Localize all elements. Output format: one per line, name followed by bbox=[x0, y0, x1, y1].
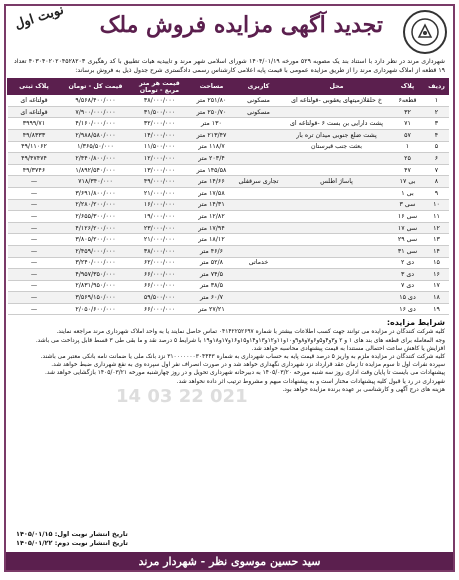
condition-item: سپرده نفرات اول تا سوم مزایده تا زمان عقد قرارداد نزد شهرداری نگهداری خواهد شد و در صورت انصراف نفر اول سپرده وی به نفع شهرداری ضبط خواهد شد. bbox=[51, 362, 445, 369]
table-cell: ۵ bbox=[425, 141, 449, 153]
table-row bbox=[8, 95, 449, 107]
table-cell bbox=[283, 280, 391, 292]
table-cell: ۲۵۰/۷۰ متر bbox=[189, 106, 235, 118]
table-cell: ۲/۴۵۹/۰۰۰/۰۰۰ bbox=[61, 245, 131, 257]
table-cell: قطعه۶ bbox=[391, 95, 425, 107]
table-cell: ۲/۶۵۵/۳۰۰/۰۰۰ bbox=[61, 211, 131, 223]
table-cell: ۷/۹۰۰/۰۰۰/۰۰۰ bbox=[61, 106, 131, 118]
table-cell: ۶۲/۰۰۰/۰۰۰ bbox=[131, 257, 189, 269]
table-cell: ۲۳/۰۰۰/۰۰۰ bbox=[131, 222, 189, 234]
table-cell: مسکونی bbox=[235, 106, 283, 118]
signature-footer: سید حسین موسوی نظر - شهردار مرند bbox=[6, 552, 453, 570]
table-cell: ۱۲/۸۲ متر bbox=[189, 211, 235, 223]
table-cell: ۱۱ bbox=[425, 211, 449, 223]
column-header: پلاک bbox=[391, 79, 425, 95]
table-cell bbox=[235, 164, 283, 176]
table-cell: ۱۶ bbox=[425, 269, 449, 281]
table-cell: ۱۱۸/۷ متر bbox=[189, 141, 235, 153]
table-cell: ۴۹/۱۱۰۶۲ bbox=[8, 141, 61, 153]
table-cell: — bbox=[8, 245, 61, 257]
table-cell bbox=[283, 257, 391, 269]
table-row bbox=[8, 153, 449, 165]
table-cell: ۲۷/۲۱ متر bbox=[189, 303, 235, 315]
table-cell bbox=[283, 234, 391, 246]
table-cell bbox=[283, 187, 391, 199]
table-cell: قولتاغه ای bbox=[8, 95, 61, 107]
table-row bbox=[8, 106, 449, 118]
table-cell: دی ۱۶ bbox=[391, 303, 425, 315]
table-cell: ۵۲/۸ متر bbox=[189, 257, 235, 269]
table-cell bbox=[235, 129, 283, 141]
table-cell bbox=[235, 245, 283, 257]
column-header: مساحت bbox=[189, 79, 235, 95]
table-row bbox=[8, 164, 449, 176]
condition-item: افزایش یا کاهش ساعت احتمالی مستندا به قیمت پیشنهادی محاسبه خواهد شد. bbox=[251, 345, 445, 352]
table-cell bbox=[235, 211, 283, 223]
publish-date-second: تاریخ انتشار نوبت دوم: ۱۴۰۵/۰۱/۲۲ bbox=[16, 539, 128, 547]
condition-item: کلیه شرکت کنندگان در مزایده می توانند جهت کسب اطلاعات بیشتر با شماره ۰۴۱۴۲۲۵۲۶۹۷ تماس حاصل نمایند یا به واحد املاک شهرداری مرند مراجعه نمایند. bbox=[56, 329, 445, 336]
table-cell: سی ۱۷ bbox=[391, 222, 425, 234]
table-cell: ۷۴/۵ متر bbox=[189, 269, 235, 281]
table-cell bbox=[283, 292, 391, 304]
table-cell: — bbox=[8, 211, 61, 223]
table-cell bbox=[283, 199, 391, 211]
table-row bbox=[8, 269, 449, 281]
table-cell: ۵۷ bbox=[391, 129, 425, 141]
table-row bbox=[8, 280, 449, 292]
table-cell: ۴/۹۵۷/۳۵۰/۰۰۰ bbox=[61, 269, 131, 281]
table-cell: سی ۳۱ bbox=[391, 245, 425, 257]
table-cell: ۱۲ bbox=[425, 222, 449, 234]
table-row bbox=[8, 245, 449, 257]
table-cell bbox=[235, 141, 283, 153]
table-cell: ۲/۰۵۰/۶۰۰/۰۰۰ bbox=[61, 303, 131, 315]
table-cell: ۱/۳۶۵/۵۰/۰۰۰ bbox=[61, 141, 131, 153]
table-cell: ۵۹/۵۰۰/۰۰۰ bbox=[131, 292, 189, 304]
table-cell: ۴/۱۶۰/۰۰۰/۰۰۰ bbox=[61, 118, 131, 130]
table-body bbox=[8, 95, 449, 315]
table-cell: سی ۱۶ bbox=[391, 211, 425, 223]
table-cell: ۱۴/۶۶ متر bbox=[189, 176, 235, 188]
table-cell: ۱۸ bbox=[425, 292, 449, 304]
round-label: نوبت اول bbox=[12, 2, 66, 33]
table-cell: پشت دارایی بن بست ۶ -قولتاغه ای bbox=[283, 118, 391, 130]
table-cell: ۲۵ bbox=[391, 153, 425, 165]
table-cell: خ حلقلازمیتهای یعقوبی -قولتاغه ای bbox=[283, 95, 391, 107]
table-cell: — bbox=[8, 176, 61, 188]
table-cell: — bbox=[8, 257, 61, 269]
table-cell: ۳/۵۶۹/۱۵۰/۰۰۰ bbox=[61, 292, 131, 304]
table-cell: ۷۱ bbox=[391, 118, 425, 130]
conditions-title: شرایط مزایده: bbox=[386, 318, 445, 328]
table-cell: ۱۷/۹۴ متر bbox=[189, 222, 235, 234]
table-cell: ۲۱/۰۰۰/۰۰۰ bbox=[131, 234, 189, 246]
table-cell: دی ۳ bbox=[391, 269, 425, 281]
table-cell: ۲ bbox=[425, 106, 449, 118]
table-cell: پاساژ اطلس bbox=[283, 176, 391, 188]
table-cell: ۱۹ bbox=[425, 303, 449, 315]
table-cell: ۷۱۸/۳۴۰/۰۰۰ bbox=[61, 176, 131, 188]
table-cell: مسکونی bbox=[235, 95, 283, 107]
table-cell: ۱۴/۰۰۰/۰۰۰ bbox=[131, 129, 189, 141]
table-cell: — bbox=[8, 187, 61, 199]
table-cell: ۹/۵۶۸/۴۰۰/۰۰۰ bbox=[61, 95, 131, 107]
table-cell: بعثت جنب قبرستان bbox=[283, 141, 391, 153]
page-title: تجدید آگهی مزایده فروش ملک bbox=[99, 12, 383, 38]
table-cell: ۳۹۹۹/۷۱ bbox=[8, 118, 61, 130]
table-cell: ۴۹/۸۳۳۳ bbox=[8, 129, 61, 141]
table-row bbox=[8, 118, 449, 130]
table-row bbox=[8, 199, 449, 211]
intro-text: شهرداری مرند در نظر دارد با استناد بند یک مصوبه ۵۲۹ مورخه ۱۴۰۴/۰۱/۱۹ شورای اسلامی شهر مرند و تاییدیه هیات تطبیق با کد رهگیری ۴۰۳۰۴۰۲۰۲۰۴۵۲۸۲۰۳ تعداد ۱۹ قطعه از املاک شهرداری مرند را از طریق مزایده عمومی با قیمت پایه اعلامی کارشناس رسمی دادگستری شرح جدول ذیل به فروش برساند: bbox=[14, 58, 445, 74]
table-cell: ۱۳ bbox=[425, 234, 449, 246]
table-cell: ۳ bbox=[425, 118, 449, 130]
condition-item: هزینه های درج آگهی و کارشناسی بر عهده برنده مزایده خواهد بود. bbox=[282, 386, 445, 393]
table-cell: ۳۲/۰۰۰/۰۰۰ bbox=[131, 118, 189, 130]
table-cell: ۲/۴۴۰/۸۰۰/۰۰۰ bbox=[61, 153, 131, 165]
table-cell: — bbox=[8, 280, 61, 292]
table-row bbox=[8, 129, 449, 141]
table-row bbox=[8, 211, 449, 223]
table-cell: ۳۸/۰۰۰/۰۰۰ bbox=[131, 95, 189, 107]
publish-date-first: تاریخ انتشار نوبت اول: ۱۴۰۵/۰۱/۱۵ bbox=[16, 530, 128, 538]
table-cell: ۴۶/۶ متر bbox=[189, 245, 235, 257]
table-cell bbox=[235, 303, 283, 315]
watermark: 021 22 03 14 bbox=[116, 386, 248, 407]
table-cell: پشت ضلع جنوبی میدان تره بار bbox=[283, 129, 391, 141]
column-header: قیمت هر متر مربع - تومان bbox=[131, 79, 189, 95]
table-cell: ۱ bbox=[425, 95, 449, 107]
table-cell: ۳/۸۰۵/۲۰۰/۰۰۰ bbox=[61, 234, 131, 246]
table-cell: ۱۹/۰۰۰/۰۰۰ bbox=[131, 211, 189, 223]
publish-dates bbox=[16, 530, 128, 548]
table-cell: ۳/۶۹۱/۸۰۰/۰۰۰ bbox=[61, 187, 131, 199]
auction-notice-page bbox=[4, 4, 455, 572]
condition-item: وجه المعامله برای قطعه های بند های ۱ و ۲ و۳و۴و۵و۶و۷و۸و۹و۱۰و۱۱و۱۲و۱۳و۱۴و۱۵و۱۶و۱۷و۱۸و۱۹ با شرایط ۵ درصد نقد و ما بقی طی ۳ قسط قابل پرداخت می باشد. bbox=[35, 337, 445, 344]
properties-table bbox=[7, 78, 449, 315]
condition-item: کلیه شرکت کنندگان در مزایده ملزم به واریز ۵ درصد قیمت پایه به حساب شهرداری به شماره ۳۱۰۰۰۰۰۰۰۳۰۴۴۴۳ نزد بانک ملی یا ضمانت نامه بانکی معتبر می باشند. bbox=[40, 354, 445, 361]
table-cell bbox=[235, 118, 283, 130]
table-row bbox=[8, 176, 449, 188]
table-cell bbox=[235, 153, 283, 165]
table-cell: ۴/۱۲۶/۲۰۰/۰۰۰ bbox=[61, 222, 131, 234]
table-cell: ۷ bbox=[425, 164, 449, 176]
table-row bbox=[8, 292, 449, 304]
column-header: محل bbox=[283, 79, 391, 95]
table-cell bbox=[283, 269, 391, 281]
table-cell: ۲/۸۳۱/۹۵۰/۰۰۰ bbox=[61, 280, 131, 292]
table-cell: ۱۸/۱۲ متر bbox=[189, 234, 235, 246]
table-cell: ۹ bbox=[425, 187, 449, 199]
table-cell: — bbox=[8, 234, 61, 246]
table-cell: ۶۰/۷ متر bbox=[189, 292, 235, 304]
table-row bbox=[8, 141, 449, 153]
table-cell: ۱/۸۹۲/۵۴۰/۰۰۰ bbox=[61, 164, 131, 176]
table-cell bbox=[283, 211, 391, 223]
table-cell: ۲۵۱/۸۰ متر bbox=[189, 95, 235, 107]
table-cell: خدماتی bbox=[235, 257, 283, 269]
table-cell: ۶۶/۰۰۰/۰۰۰ bbox=[131, 280, 189, 292]
table-cell bbox=[283, 153, 391, 165]
condition-item: پیشنهادات می بایست تا پایان وقت اداری روز سه شنبه مورخه ۱۴۰۵/۰۳/۲۰ به دبیرخانه شهرداری تحویل و در روز چهارشنبه مورخه ۱۴۰۵/۰۳/۲۱ بازگشایی خواهد شد. bbox=[45, 370, 445, 377]
table-row bbox=[8, 187, 449, 199]
table-cell: — bbox=[8, 303, 61, 315]
table-header-row bbox=[8, 79, 449, 95]
table-row bbox=[8, 257, 449, 269]
table-cell: ۱۰ bbox=[425, 199, 449, 211]
table-cell: — bbox=[8, 199, 61, 211]
table-cell: ۲/۲۸۰/۲۰۰/۰۰۰ bbox=[61, 199, 131, 211]
table-cell: ۴ bbox=[425, 129, 449, 141]
table-cell bbox=[235, 199, 283, 211]
table-cell: دی ۷ bbox=[391, 280, 425, 292]
table-cell: سی ۲۹ bbox=[391, 234, 425, 246]
column-header: کاربری bbox=[235, 79, 283, 95]
table-cell: ۱ bbox=[391, 141, 425, 153]
conditions-list bbox=[6, 328, 453, 394]
table-cell: ۳۸/۰۰۰/۰۰۰ bbox=[131, 245, 189, 257]
condition-item: شهرداری در رد یا قبول کلیه پیشنهادات مختار است و به پیشنهادات مبهم و مشروط ترتیب اثر داده نخواهد شد. bbox=[176, 378, 445, 385]
table-cell bbox=[283, 164, 391, 176]
table-cell: ۴۹/۰۰۰/۰۰۰ bbox=[131, 176, 189, 188]
table-cell bbox=[235, 187, 283, 199]
table-cell: بی ۱۷ bbox=[391, 176, 425, 188]
table-cell bbox=[235, 280, 283, 292]
table-cell: بی ۱ bbox=[391, 187, 425, 199]
table-cell: ۸ bbox=[425, 176, 449, 188]
table-cell: ۱۶/۰۰۰/۰۰۰ bbox=[131, 199, 189, 211]
table-cell: ۳۸/۵ متر bbox=[189, 280, 235, 292]
table-cell: ۳۱/۵۰۰/۰۰۰ bbox=[131, 106, 189, 118]
column-header: ردیف bbox=[425, 79, 449, 95]
table-cell bbox=[235, 222, 283, 234]
header bbox=[6, 2, 453, 64]
table-cell bbox=[283, 222, 391, 234]
table-cell: ۳/۲۴۰/۰۰۰/۰۰۰ bbox=[61, 257, 131, 269]
table-cell: ۲/۹۸۸/۵۸۰/۰۰۰ bbox=[61, 129, 131, 141]
table-cell: ۱۳۰ متر bbox=[189, 118, 235, 130]
table-cell: ۱۵ bbox=[425, 257, 449, 269]
table-cell: ۲۱/۰۰۰/۰۰۰ bbox=[131, 187, 189, 199]
table-cell: ۱۴/۳۱ متر bbox=[189, 199, 235, 211]
table-row bbox=[8, 303, 449, 315]
table-cell: ۱۴۵/۵۸ متر bbox=[189, 164, 235, 176]
table-cell: ۴۹/۳۷۴۶ bbox=[8, 164, 61, 176]
table-cell: دی ۲ bbox=[391, 257, 425, 269]
table-cell: ۴۷ bbox=[391, 164, 425, 176]
table-cell: ۲۱۳/۴۷ متر bbox=[189, 129, 235, 141]
table-cell: سی ۳ bbox=[391, 199, 425, 211]
table-cell: دی ۱۵ bbox=[391, 292, 425, 304]
table-cell bbox=[235, 234, 283, 246]
table-cell: ۱۱/۵۰۰/۰۰۰ bbox=[131, 141, 189, 153]
table-cell: ۱۷ bbox=[425, 280, 449, 292]
table-cell bbox=[235, 292, 283, 304]
table-cell: ۲۰۳/۴ متر bbox=[189, 153, 235, 165]
column-header: پلاک ثبتی bbox=[8, 79, 61, 95]
table-cell: ۶ bbox=[425, 153, 449, 165]
table-row bbox=[8, 222, 449, 234]
table-cell: ۶۶/۰۰۰/۰۰۰ bbox=[131, 269, 189, 281]
column-header: قیمت کل - تومان bbox=[61, 79, 131, 95]
municipality-logo-icon bbox=[403, 10, 447, 54]
table-cell: ۱۳/۰۰۰/۰۰۰ bbox=[131, 164, 189, 176]
table-cell: — bbox=[8, 222, 61, 234]
table-cell: تجاری سرقفلی bbox=[235, 176, 283, 188]
table-cell: ۱۴ bbox=[425, 245, 449, 257]
table-cell: — bbox=[8, 269, 61, 281]
table-cell: ۱۷/۵۸ متر bbox=[189, 187, 235, 199]
table-cell bbox=[283, 106, 391, 118]
table-cell: ۴۹/۴۷۴۷۴ bbox=[8, 153, 61, 165]
table-cell bbox=[283, 245, 391, 257]
table-cell: ۱۲/۰۰۰/۰۰۰ bbox=[131, 153, 189, 165]
table-row bbox=[8, 234, 449, 246]
table-cell: قولتاغه ای bbox=[8, 106, 61, 118]
table-cell bbox=[235, 269, 283, 281]
table-cell bbox=[283, 303, 391, 315]
table-cell: ۳۲ bbox=[391, 106, 425, 118]
table-cell: — bbox=[8, 292, 61, 304]
table-cell: ۶۶/۰۰۰/۰۰۰ bbox=[131, 303, 189, 315]
